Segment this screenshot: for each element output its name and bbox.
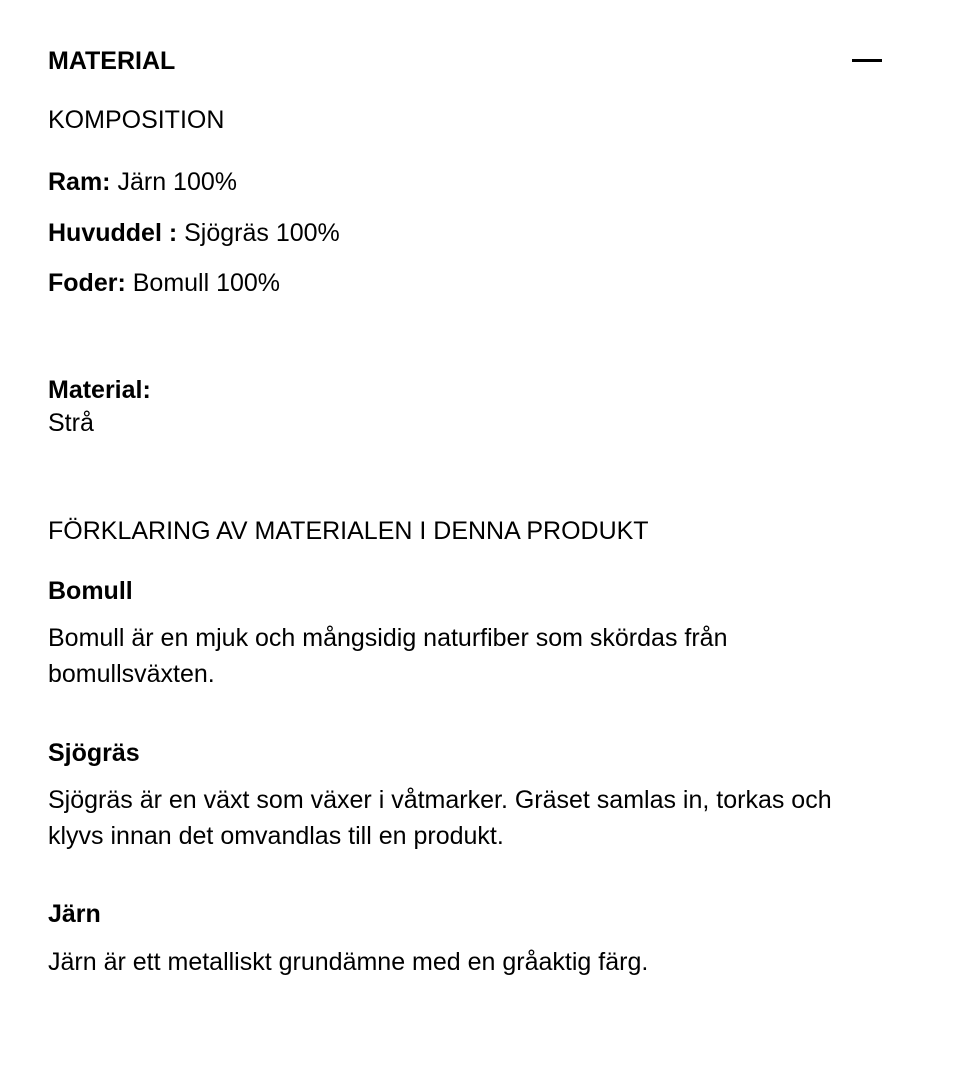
composition-value: Järn 100% [117,168,237,196]
composition-label: Huvuddel : [48,219,178,247]
composition-value: Sjögräs 100% [184,219,340,247]
composition-item-ram [48,165,237,199]
material-accordion-header[interactable] [48,44,888,78]
composition-item-foder [48,266,280,300]
composition-label: Foder: [48,269,126,297]
collapse-button[interactable] [844,44,884,78]
material-name-bomull: Bomull [48,577,133,605]
composition-item-huvuddel [48,216,340,250]
material-description-bomull: Bomull är en mjuk och mångsidig naturfiber som skördas från bomullsväxten. [48,624,728,688]
material-value: Strå [48,409,94,437]
explanation-heading: FÖRKLARING AV MATERIALEN I DENNA PRODUKT [48,517,649,545]
material-description-sjogras: Sjögräs är en växt som växer i våtmarker. Gräset samlas in, torkas och klyvs innan det omvandlas till en produkt. [48,786,832,850]
composition-label: Ram: [48,168,111,196]
material-description-jarn: Järn är ett metalliskt grundämne med en gråaktig färg. [48,948,649,976]
minus-icon [852,59,882,62]
material-name-sjogras: Sjögräs [48,739,140,767]
panel-title: MATERIAL [48,47,176,75]
composition-heading: KOMPOSITION [48,106,225,134]
composition-value: Bomull 100% [132,269,281,297]
material-name-jarn: Järn [48,900,101,928]
material-label: Material: [48,376,151,404]
